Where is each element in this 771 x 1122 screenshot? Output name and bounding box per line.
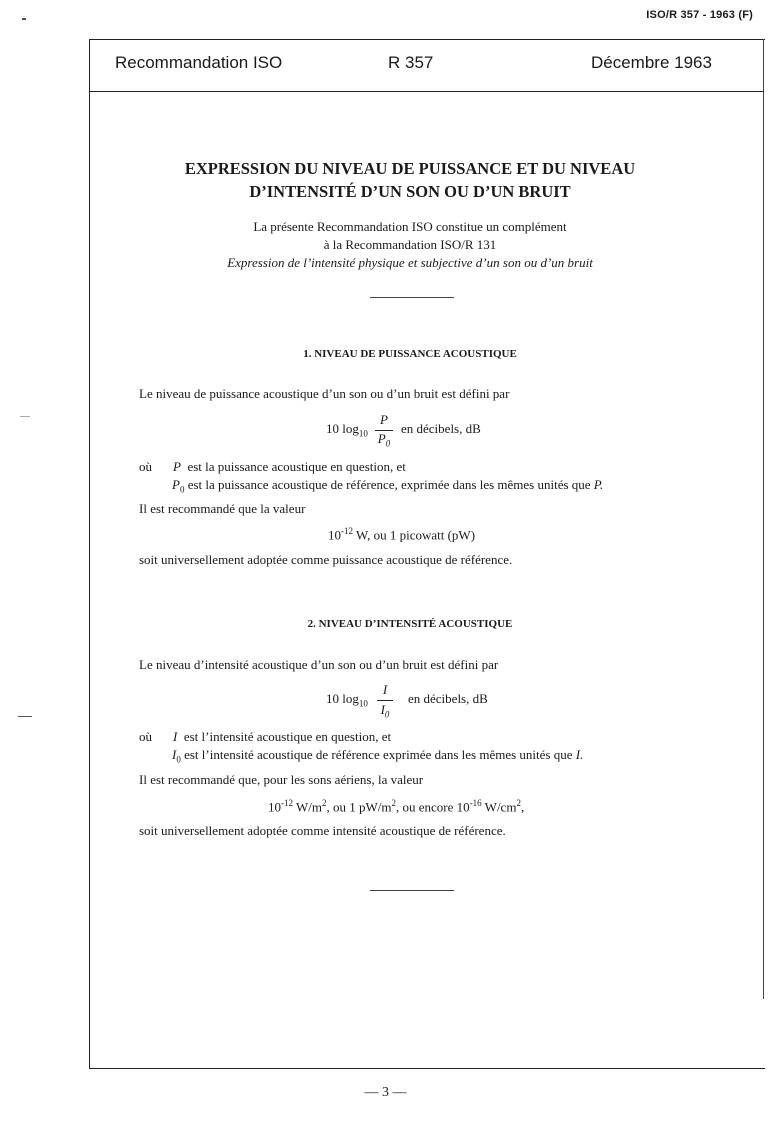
separator-rule [370,297,454,298]
subtitle-line-3: Expression de l’intensité physique et subjective d’un son ou d’un bruit [227,255,593,270]
subtitle-line-2: à la Recommandation ISO/R 131 [323,237,497,252]
title-line-2: D’INTENSITÉ D’UN SON OU D’UN BRUIT [249,182,571,201]
section-1-value: $10^{-12}$ W, ou 1 picowatt (pW) [328,526,476,543]
subtitle-line-1: La présente Recommandation ISO constitue un complément [253,219,567,234]
section-2-intro: Le niveau d’intensité acoustique d’un son ou d’un bruit est défini par [139,657,499,672]
section-1-where-word: où [139,459,152,474]
formula-2-denominator: $I_0$ [380,702,390,720]
formula-2-prefix: 10 $\log_{10}$ [326,691,368,709]
scan-mark [20,416,30,417]
subtitle [100,218,720,272]
section-1-where-line-1: P est la puissance acoustique en question, et [173,459,406,474]
section-2-where-line-1: I est l’intensité acoustique en question, et [173,729,392,744]
section-1-recommend: Il est recommandé que la valeur [139,501,306,516]
title-line-1: EXPRESSION DU NIVEAU DE PUISSANCE ET DU NIVEAU [184,159,636,178]
section-1-intro: Le niveau de puissance acoustique d’un son ou d’un bruit est défini par [139,386,510,401]
formula-1-denominator: $P_0$ [377,431,391,449]
formula-1-numerator: P [380,412,388,427]
bottom-rule [89,1068,765,1069]
page-frame-right-edge [763,39,764,999]
page-number: — 3 — [364,1085,407,1100]
header-center: R 357 [388,53,434,72]
scan-mark [18,716,32,717]
scan-mark [22,18,26,20]
header-right: Décembre 1963 [591,53,712,72]
document-title [100,157,720,203]
formula-2-fraction-bar [377,700,393,701]
header-rule [89,91,764,92]
section-2-value: $10^{-12}$ $W/m^2$, ou 1 $pW/m^2$, ou encore $10^{-16}$ $W/cm^2$, [268,798,525,815]
header-left: Recommandation ISO [115,53,283,72]
section-2-heading: 2. NIVEAU D’INTENSITÉ ACOUSTIQUE [307,618,513,630]
formula-1-unit: en décibels, dB [401,421,481,436]
section-1-conclusion: soit universellement adoptée comme puissance acoustique de référence. [139,552,513,567]
section-1-heading: 1. NIVEAU DE PUISSANCE ACOUSTIQUE [303,348,517,360]
end-separator-rule [370,890,454,891]
section-1-where-line-2: $P_0$ est la puissance acoustique de référence, exprimée dans les mêmes unités que P. [172,477,604,495]
section-2-where-line-2: $I_0$ est l’intensité acoustique de référence exprimée dans les mêmes unités que I. [172,747,584,765]
section-2-conclusion: soit universellement adoptée comme intensité acoustique de référence. [139,823,506,838]
formula-1-prefix: 10 $\log_{10}$ [326,421,368,439]
formula-2-unit: en décibels, dB [408,691,488,706]
section-2-recommend: Il est recommandé que, pour les sons aériens, la valeur [139,772,424,787]
section-2-where-word: où [139,729,152,744]
formula-2-numerator: I [382,682,388,697]
document-reference: ISO/R 357 - 1963 (F) [646,9,753,21]
